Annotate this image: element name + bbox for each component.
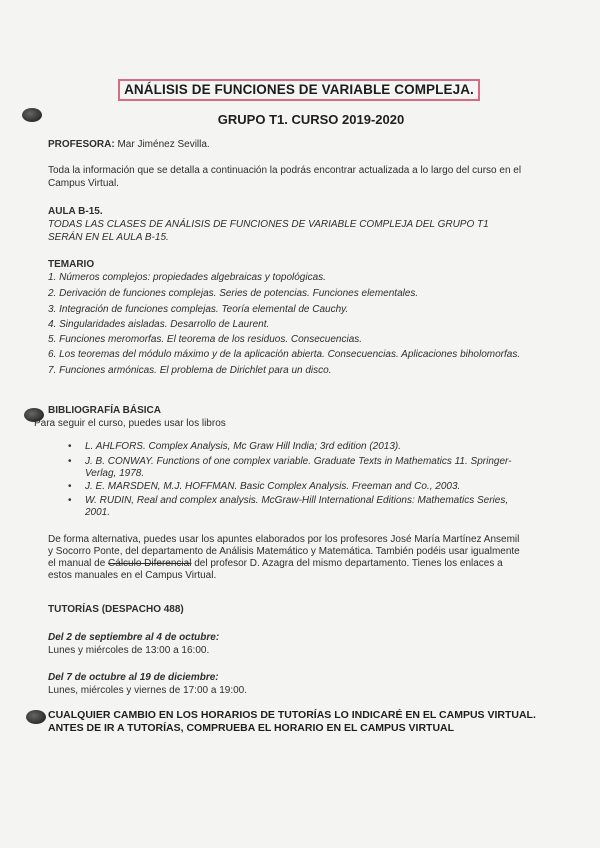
biblio-item-3: J. E. MARSDEN, M.J. HOFFMAN. Basic Complex Analysis. Freeman and Co., 2003.	[85, 481, 461, 492]
bibliografia-intro: Para seguir el curso, puedes usar los libros	[34, 418, 226, 429]
bullet-3: •	[68, 481, 72, 492]
temario-item-5: 5. Funciones meromorfas. El teorema de los residuos. Consecuencias.	[48, 334, 363, 345]
tutorias-heading: TUTORÍAS (DESPACHO 488)	[48, 604, 184, 615]
period-2-label: Del 7 de octubre al 19 de diciembre:	[48, 672, 219, 683]
alternativa-strike: Cálculo Diferencial	[108, 558, 192, 569]
temario-item-2: 2. Derivación de funciones complejas. Series de potencias. Funciones elementales.	[48, 288, 419, 299]
bullet-1: •	[68, 441, 72, 452]
temario-item-4: 4. Singularidades aisladas. Desarrollo de Laurent.	[48, 319, 270, 330]
biblio-item-2-line-1: J. B. CONWAY. Functions of one complex variable. Graduate Texts in Mathematics 11. Springer-	[85, 456, 512, 467]
aula-heading: AULA B-15.	[48, 206, 103, 217]
biblio-item-4-line-1: W. RUDIN, Real and complex analysis. McGraw-Hill International Editions: Mathematics Series,	[85, 495, 509, 506]
temario-item-3: 3. Integración de funciones complejas. Teoría elemental de Cauchy.	[48, 304, 349, 315]
aviso-line-2: ANTES DE IR A TUTORÍAS, COMPRUEBA EL HORARIO EN EL CAMPUS VIRTUAL	[48, 722, 455, 734]
professor-line	[48, 139, 210, 151]
document-subtitle: GRUPO T1. CURSO 2019-2020	[217, 112, 405, 127]
alternativa-line-4: estos manuales en el Campus Virtual.	[48, 570, 217, 581]
punch-hole-3	[26, 710, 46, 724]
alternativa-line-3a: el manual de	[48, 558, 109, 569]
professor-label: PROFESORA:	[48, 139, 115, 150]
temario-item-6: 6. Los teoremas del módulo máximo y de la aplicación abierta. Consecuencias. Aplicaciones biholomorfas.	[48, 349, 521, 360]
alternativa-line-2: y Socorro Ponte, del departamento de Análisis Matemático y Matemática. También podéis usar igualmente	[48, 546, 520, 557]
temario-item-7: 7. Funciones armónicas. El problema de Dirichlet para un disco.	[48, 365, 332, 376]
bibliografia-heading: BIBLIOGRAFÍA BÁSICA	[48, 405, 161, 416]
professor-name: Mar Jiménez Sevilla.	[117, 139, 210, 150]
period-1-time: Lunes y miércoles de 13:00 a 16:00.	[48, 645, 210, 656]
biblio-item-4-line-2: 2001.	[85, 507, 111, 518]
temario-heading: TEMARIO	[48, 259, 95, 270]
aula-line-2: SERÁN EN EL AULA B-15.	[48, 232, 169, 243]
aula-line-1: TODAS LAS CLASES DE ANÁLISIS DE FUNCIONES DE VARIABLE COMPLEJA DEL GRUPO T1	[48, 219, 489, 230]
temario-item-1: 1. Números complejos: propiedades algebraicas y topológicas.	[48, 272, 326, 283]
biblio-item-2-line-2: Verlag, 1978.	[85, 468, 145, 479]
alternativa-line-3	[48, 558, 503, 570]
period-2-time: Lunes, miércoles y viernes de 17:00 a 19:00.	[48, 685, 248, 696]
intro-line-1: Toda la información que se detalla a continuación la podrás encontrar actualizada a lo largo del curso en el	[48, 165, 522, 176]
biblio-item-1: L. AHLFORS. Complex Analysis, Mc Graw Hill India; 3rd edition (2013).	[85, 441, 402, 452]
aviso-line-1: CUALQUIER CAMBIO EN LOS HORARIOS DE TUTORÍAS LO INDICARÉ EN EL CAMPUS VIRTUAL.	[48, 709, 536, 721]
bullet-2: •	[68, 456, 72, 467]
document-title: ANÁLISIS DE FUNCIONES DE VARIABLE COMPLEJA.	[118, 79, 480, 101]
bullet-4: •	[68, 495, 72, 506]
period-1-label: Del 2 de septiembre al 4 de octubre:	[48, 632, 220, 643]
alternativa-line-1: De forma alternativa, puedes usar los apuntes elaborados por los profesores José María Martínez Ansemil	[48, 534, 520, 545]
intro-line-2: Campus Virtual.	[48, 178, 119, 189]
alternativa-line-3b: del profesor D. Azagra del mismo departamento. Tienes los enlaces a	[191, 558, 503, 569]
